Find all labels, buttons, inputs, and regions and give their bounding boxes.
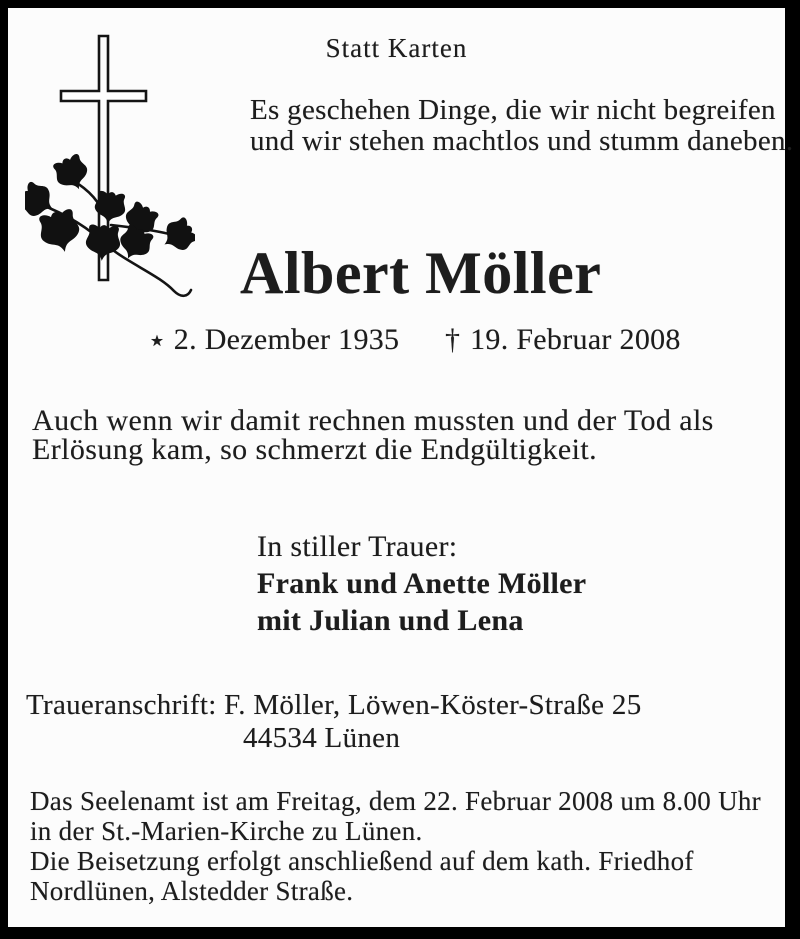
service-info-block [30, 786, 761, 906]
service-line-1: Das Seelenamt ist am Freitag, dem 22. Februar 2008 um 8.00 Uhr [30, 786, 761, 816]
service-line-4: Nordlünen, Alstedder Straße. [30, 876, 354, 906]
verse-line-1: Es geschehen Dinge, die wir nicht begreifen [250, 94, 776, 126]
mourning-address-line-1: Traueranschrift: F. Möller, Löwen-Köster-Straße 25 [26, 689, 642, 721]
verse-line-2: und wir stehen machtlos und stumm daneben. [250, 125, 794, 157]
condolence-line-1: Auch wenn wir damit rechnen mussten und der Tod als [32, 404, 714, 437]
birth-date [150, 323, 399, 357]
condolence-line-2: Erlösung kam, so schmerzt die Endgültigkeit. [32, 433, 597, 466]
mourner-names-2: mit Julian und Lena [257, 604, 524, 637]
mourning-intro: In stiller Trauer: [257, 530, 458, 563]
death-date [445, 323, 681, 357]
statt-karten-heading: Statt Karten [325, 33, 468, 63]
death-dagger-icon: † [445, 323, 461, 356]
cross-ivy-illustration [25, 28, 195, 303]
opening-verse [250, 95, 793, 157]
mourner-names-1: Frank und Anette Möller [257, 567, 587, 600]
mourners-block [257, 528, 586, 639]
birth-star-icon: ★ [150, 331, 164, 350]
deceased-name: Albert Möller [240, 240, 602, 306]
death-date-text: 19. Februar 2008 [470, 323, 681, 356]
birth-date-text: 2. Dezember 1935 [173, 323, 400, 356]
service-line-2: in der St.-Marien-Kirche zu Lünen. [30, 816, 423, 846]
service-line-3: Die Beisetzung erfolgt anschließend auf dem kath. Friedhof [30, 846, 694, 876]
mourning-address-line-2: 44534 Lünen [243, 722, 401, 754]
condolence-paragraph [32, 406, 714, 464]
